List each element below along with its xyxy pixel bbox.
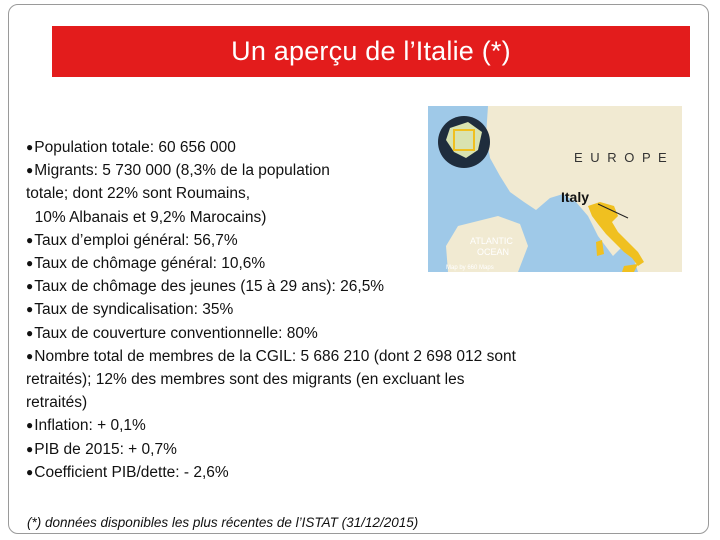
map-credit: Map by 660 Maps [446,265,494,271]
footnote: (*) données disponibles les plus récentes de l’ISTAT (31/12/2015) [27,515,419,530]
bullet-text: Nombre total de membres de la CGIL: 5 686 210 (dont 2 698 012 sont [34,347,516,365]
bullet-dot-icon: ● [26,140,34,154]
italy-locator-map [428,106,682,272]
bullet-item [26,298,626,321]
bullet-dot-icon: ● [26,441,34,456]
bullet-text: Taux de syndicalisation: 35% [34,301,234,319]
ocean-label-1: ATLANTIC [470,236,513,246]
bullet-text: Taux d’emploi général: 56,7% [34,231,238,249]
bullet-dot-icon: ● [26,163,34,178]
bullet-item-continuation [26,391,626,414]
ocean-label-2: OCEAN [477,247,510,257]
bullet-item [26,345,626,368]
bullet-text: Coefficient PIB/dette: - 2,6% [34,463,229,481]
bullet-text: retraités); 12% des membres sont des migrants (en excluant les [26,371,465,389]
bullet-item [26,438,626,461]
bullet-item [26,322,626,345]
bullet-dot-icon: ● [26,256,34,271]
bullet-text: Taux de couverture conventionnelle: 80% [34,324,318,342]
bullet-dot-icon: ● [26,232,34,247]
bullet-dot-icon: ● [26,279,34,294]
map-graphic [428,106,682,272]
title-banner [52,26,690,77]
bullet-text: totale; dont 22% sont Roumains, [26,185,251,203]
bullet-text: PIB de 2015: + 0,7% [34,440,177,458]
bullet-dot-icon: ● [26,464,34,479]
bullet-text: Taux de chômage général: 10,6% [34,255,266,273]
bullet-dot-icon: ● [26,348,34,363]
italy-label: Italy [561,189,590,205]
bullet-item [26,414,626,437]
bullet-text: retraités) [26,394,88,412]
bullet-dot-icon: ● [26,325,34,340]
bullet-text: Taux de chômage des jeunes (15 à 29 ans): 26,5% [34,278,385,296]
bullet-item-continuation [26,368,626,391]
bullet-text: Inflation: + 0,1% [34,417,146,435]
page-title: Un aperçu de l’Italie (*) [231,36,511,66]
bullet-dot-icon: ● [26,418,34,433]
bullet-dot-icon: ● [26,302,34,317]
bullet-text: Migrants: 5 730 000 (8,3% de la population [34,162,330,180]
bullet-item [26,461,626,484]
bullet-text: Population totale: 60 656 000 [34,139,236,156]
bullet-item [26,275,626,298]
bullet-text: 10% Albanais et 9,2% Marocains) [26,208,267,226]
europe-label: E U R O P E [574,150,669,165]
